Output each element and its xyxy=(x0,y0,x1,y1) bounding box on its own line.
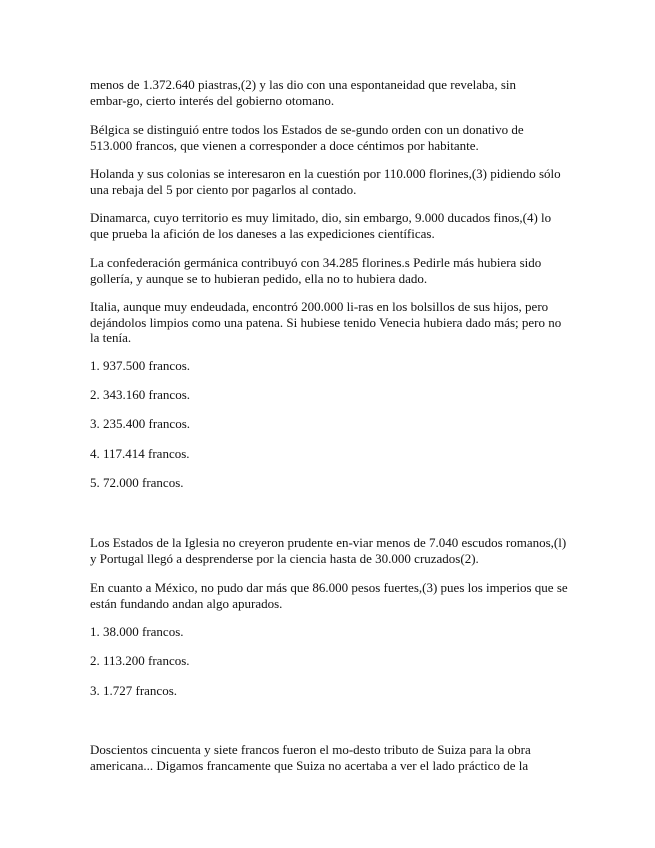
text-line: Italia, aunque muy endeudada, encontró 200.000 li-ras en los bolsillos de sus hijos, pero xyxy=(90,299,549,314)
text-line: la tenía. xyxy=(90,330,132,345)
paragraph xyxy=(90,683,590,699)
paragraph xyxy=(90,535,590,566)
text-line: 2. 113.200 francos. xyxy=(90,653,190,668)
paragraph xyxy=(90,77,590,108)
text-line: dejándolos limpios como una patena. Si hubiese tenido Venecia hubiera dado más; pero no xyxy=(90,314,562,330)
paragraph xyxy=(90,299,590,346)
text-line: gollería, y aunque se to hubieran pedido, ella no to hubiera dado. xyxy=(90,270,428,286)
text-line: Bélgica se distinguió entre todos los Estados de se-gundo orden con un donativo de xyxy=(90,122,524,137)
paragraph xyxy=(90,653,590,669)
paragraph xyxy=(90,475,590,491)
text-line: 2. 343.160 francos. xyxy=(90,387,191,402)
text-line: 5. 72.000 francos. xyxy=(90,475,184,490)
text-line: Dinamarca, cuyo territorio es muy limitado, dio, sin embargo, 9.000 ducados finos,(4) lo xyxy=(90,210,552,225)
paragraph xyxy=(90,358,590,374)
paragraph xyxy=(90,624,590,640)
paragraph xyxy=(90,255,590,286)
text-line: y Portugal llegó a desprenderse por la ciencia hasta de 30.000 cruzados(2). xyxy=(90,550,479,566)
paragraph xyxy=(90,166,590,197)
text-line: 3. 1.727 francos. xyxy=(90,683,178,698)
text-line: están fundando andan algo apurados. xyxy=(90,595,283,611)
paragraph xyxy=(90,387,590,403)
text-line: 3. 235.400 francos. xyxy=(90,416,191,431)
text-line: La confederación germánica contribuyó con 34.285 florines.s Pedirle más hubiera sido xyxy=(90,255,542,270)
text-line: 4. 117.414 francos. xyxy=(90,446,190,461)
text-line: menos de 1.372.640 piastras,(2) y las dio con una espontaneidad que revelaba, sin xyxy=(90,77,516,92)
text-line: 513.000 francos, que vienen a corresponder a doce céntimos por habitante. xyxy=(90,137,479,153)
text-line: 1. 937.500 francos. xyxy=(90,358,191,373)
paragraph xyxy=(90,742,590,773)
text-line: americana... Digamos francamente que Suiza no acertaba a ver el lado práctico de la xyxy=(90,757,529,773)
text-line: Los Estados de la Iglesia no creyeron prudente en-viar menos de 7.040 escudos romanos,(l) xyxy=(90,535,567,550)
text-line: embar-go, cierto interés del gobierno otomano. xyxy=(90,92,335,108)
paragraph xyxy=(90,416,590,432)
text-line: Doscientos cincuenta y siete francos fueron el mo-desto tributo de Suiza para la obra xyxy=(90,742,531,757)
text-line: una rebaja del 5 por ciento por pagarlos al contado. xyxy=(90,181,357,197)
paragraph xyxy=(90,210,590,241)
paragraph xyxy=(90,446,590,462)
text-line: 1. 38.000 francos. xyxy=(90,624,184,639)
paragraph xyxy=(90,122,590,153)
paragraph xyxy=(90,580,590,611)
text-line: Holanda y sus colonias se interesaron en la cuestión por 110.000 florines,(3) pidiendo sólo xyxy=(90,166,561,181)
text-line: En cuanto a México, no pudo dar más que 86.000 pesos fuertes,(3) pues los imperios que se xyxy=(90,580,568,595)
text-line: que prueba la afición de los daneses a las expediciones científicas. xyxy=(90,225,435,241)
